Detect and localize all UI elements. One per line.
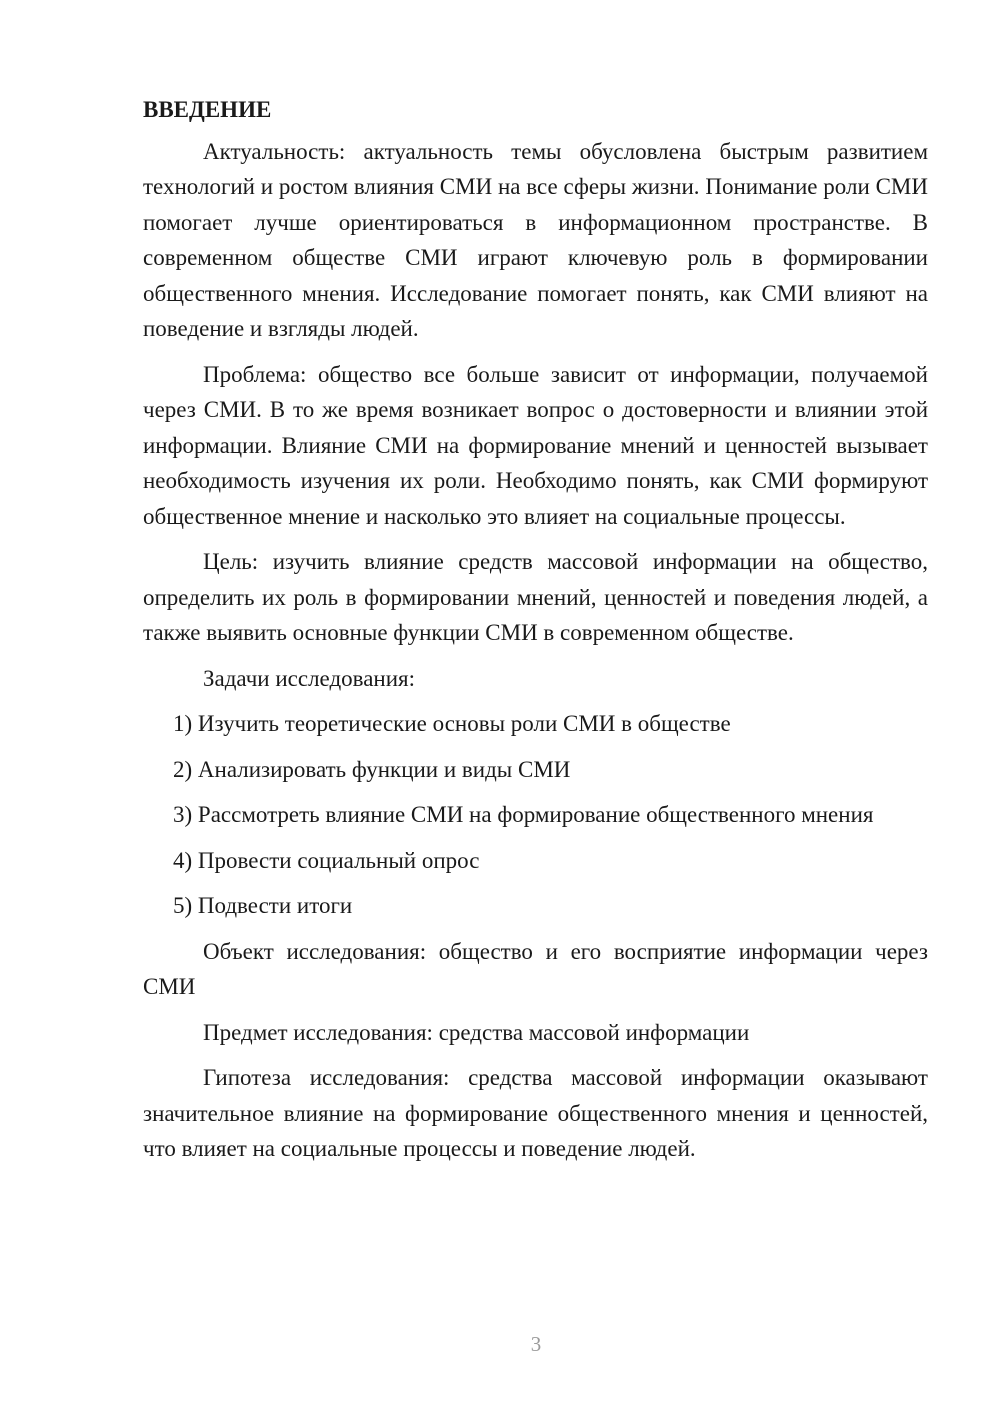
paragraph-subject: Предмет исследования: средства массовой информации <box>203 1019 750 1045</box>
paragraph-object: Объект исследования: общество и его восприятие информации через СМИ <box>143 938 928 999</box>
page-title: ВВЕДЕНИЕ <box>143 97 272 122</box>
paragraph-goal: Цель: изучить влияние средств массовой информации на общество, определить их роль в формировании мнений, ценностей и поведения людей, а также выявить основные функции СМИ в современном обществе. <box>143 549 928 645</box>
page-number: 3 <box>530 1332 542 1356</box>
paragraph-hypothesis: Гипотеза исследования: средства массовой информации оказывают значительное влияние на формирование общественного мнения и ценностей, что влияет на социальные процессы и поведение людей. <box>143 1065 928 1161</box>
document-body <box>143 92 928 1177</box>
paragraph-tasks-heading: Задачи исследования: <box>203 665 416 691</box>
task-item-5: 5) Подвести итоги <box>173 893 353 918</box>
task-list <box>143 706 928 924</box>
task-item-1: 1) Изучить теоретические основы роли СМИ в обществе <box>173 711 731 736</box>
task-item-2: 2) Анализировать функции и виды СМИ <box>173 756 571 782</box>
task-item-4: 4) Провести социальный опрос <box>173 847 480 873</box>
paragraph-problem: Проблема: общество все больше зависит от информации, получаемой через СМИ. В то же время возникает вопрос о достоверности и влиянии этой информации. Влияние СМИ на формирование мнений и ценностей вызывает необходимость изучения их роли. Необходимо понять, как СМИ формируют общественное мнение и насколько это влияет на социальные процессы. <box>143 361 928 529</box>
paragraph-relevance: Актуальность: актуальность темы обусловлена быстрым развитием технологий и ростом влияния СМИ на все сферы жизни. Понимание роли СМИ помогает лучше ориентироваться в информационном пространстве. В современном обществе СМИ играют ключевую роль в формировании общественного мнения. Исследование помогает понять, как СМИ влияют на поведение и взгляды людей. <box>143 138 928 341</box>
task-item-3: 3) Рассмотреть влияние СМИ на формирование общественного мнения <box>173 802 874 827</box>
